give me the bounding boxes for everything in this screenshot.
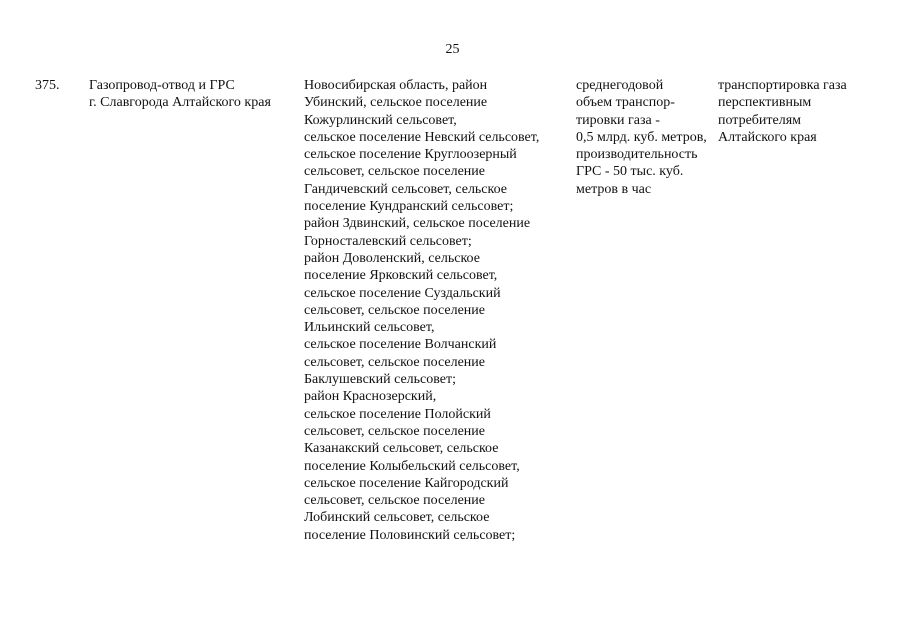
parameters-line: среднегодовой xyxy=(576,78,664,93)
location-line: сельское поселение Кайгородский xyxy=(304,475,509,491)
purpose-line: перспективным xyxy=(718,95,812,111)
purpose-line: транспортировка газа xyxy=(718,78,847,93)
location-line: Ильинский сельсовет, xyxy=(304,320,435,336)
object-name-cell xyxy=(89,77,271,112)
parameters-line: тировки газа - xyxy=(576,112,660,128)
parameters-line: метров в час xyxy=(576,181,652,197)
parameters-line: 0,5 млрд. куб. метров, xyxy=(576,129,707,145)
location-line: поселение Колыбельский сельсовет, xyxy=(304,458,520,474)
purpose-line: потребителям xyxy=(718,112,802,128)
location-line: поселение Половинский сельсовет; xyxy=(304,527,516,543)
location-cell xyxy=(304,77,539,544)
location-line: сельсовет, сельское поселение xyxy=(304,423,485,439)
row-number-cell xyxy=(35,77,60,94)
location-line: Горносталевский сельсовет; xyxy=(304,233,472,249)
location-line: район Доволенский, сельское xyxy=(304,250,480,266)
location-line: Убинский, сельское поселение xyxy=(304,95,488,111)
parameters-line: производительность xyxy=(576,147,698,163)
object-name-line: Газопровод-отвод и ГРС xyxy=(89,78,235,93)
location-line: Лобинский сельсовет, сельское xyxy=(304,510,490,526)
location-line: сельское поселение Круглоозерный xyxy=(304,147,517,163)
page-number: 25 xyxy=(445,42,460,57)
location-line: сельское поселение Суздальский xyxy=(304,285,501,301)
location-line: сельсовет, сельское поселение xyxy=(304,164,485,180)
location-line: Гандичевский сельсовет, сельское xyxy=(304,181,507,197)
location-line: сельское поселение Волчанский xyxy=(304,337,497,353)
location-line: Новосибирская область, район xyxy=(304,78,488,93)
location-line: сельсовет, сельское поселение xyxy=(304,302,485,318)
parameters-line: объем транспор- xyxy=(576,95,675,111)
location-line: Баклушевский сельсовет; xyxy=(304,372,456,388)
location-line: сельсовет, сельское поселение xyxy=(304,493,485,509)
location-line: поселение Ярковский сельсовет, xyxy=(304,268,498,284)
purpose-line: Алтайского края xyxy=(718,129,817,145)
location-line: поселение Кундранский сельсовет; xyxy=(304,199,514,215)
purpose-cell xyxy=(718,77,847,146)
object-name-line: г. Славгорода Алтайского края xyxy=(89,95,271,111)
location-line: сельсовет, сельское поселение xyxy=(304,354,485,370)
location-line: район Краснозерский, xyxy=(304,389,437,405)
row-number: 375. xyxy=(35,78,60,93)
location-line: сельское поселение Полойский xyxy=(304,406,491,422)
location-line: Кожурлинский сельсовет, xyxy=(304,112,457,128)
parameters-line: ГРС - 50 тыс. куб. xyxy=(576,164,684,180)
location-line: Казанакский сельсовет, сельское xyxy=(304,441,499,457)
parameters-cell xyxy=(576,77,707,198)
location-line: район Здвинский, сельское поселение xyxy=(304,216,531,232)
location-line: сельское поселение Невский сельсовет, xyxy=(304,129,540,145)
